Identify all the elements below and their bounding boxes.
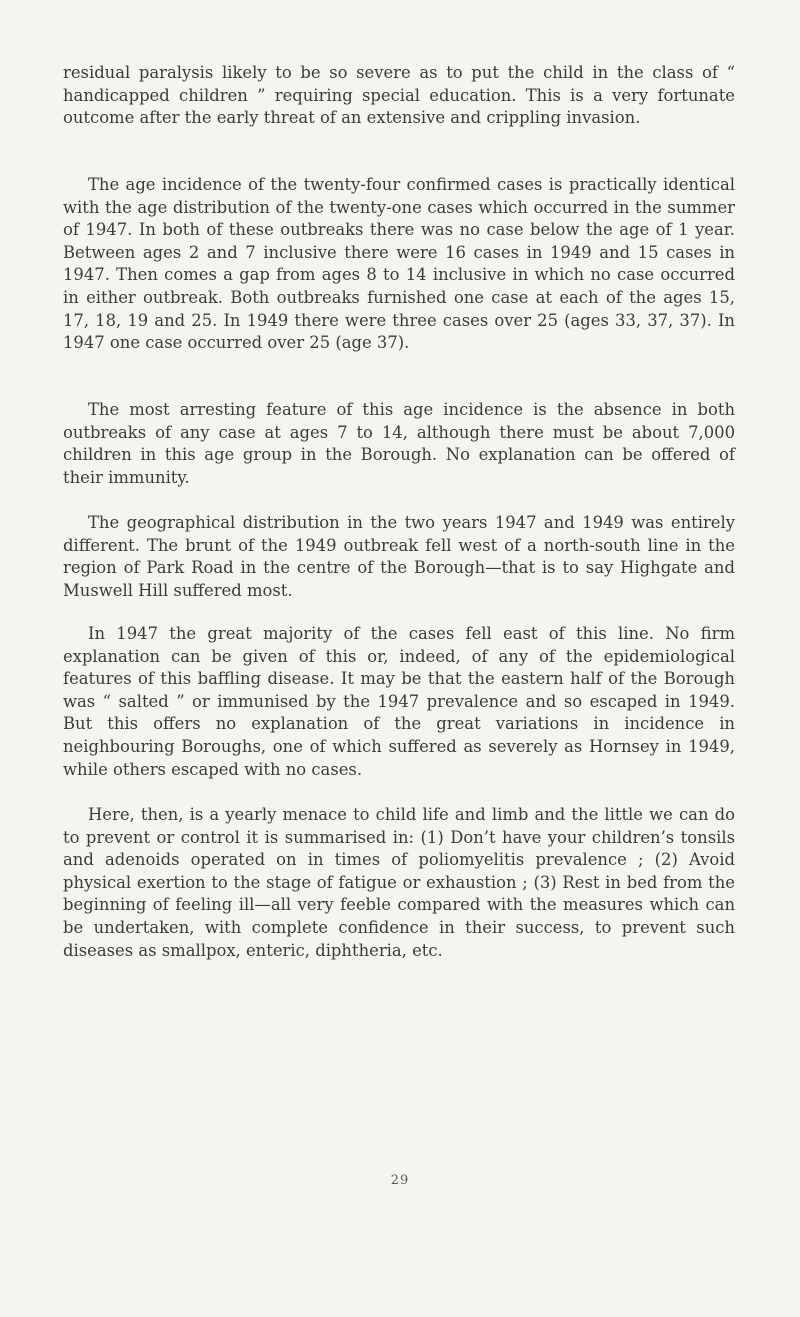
paragraph-arresting-feature: The most arresting feature of this age incidence is the absence in both outbreaks of any case at ages 7 to 14, although there must be about 7,000 children in this age group in the Borough. No explanation can be offered of their immunity. <box>63 400 735 487</box>
paragraph-continuation: residual paralysis likely to be so severe as to put the child in the class of “ handicapped children ” requiring special education. This is a very fortunate outcome after the early threat of an extensive and crippling invasion. <box>63 63 735 128</box>
page-number: 29 <box>390 1173 410 1188</box>
paragraph-geographical-distribution: The geographical distribution in the two years 1947 and 1949 was entirely different. The brunt of the 1949 outbreak fell west of a north-south line in the region of Park Road in the centre of the Borough—that is to say Highgate and Muswell Hill suffered most. <box>63 513 735 600</box>
paragraph-1947-majority: In 1947 the great majority of the cases fell east of this line. No firm explanation can be given of this or, indeed, of any of the epidemiological features of this baffling disease. It may be that the eastern half of the Borough was “ salted ” or immunised by the 1947 prevalence and so escaped in 1949. But this offers no explanation of the great variations in incidence in neighbouring Boroughs, one of which suffered as severely as Hornsey in 1949, while others escaped with no cases. <box>63 624 735 779</box>
paragraph-age-incidence: The age incidence of the twenty-four confirmed cases is practically identical with the age distribution of the twenty-one cases which occurred in the summer of 1947. In both of these outbreaks there was no case below the age of 1 year. Between ages 2 and 7 inclusive there were 16 cases in 1949 and 15 cases in 1947. Then comes a gap from ages 8 to 14 inclusive in which no case occurred in either outbreak. Both outbreaks furnished one case at each of the ages 15, 17, 18, 19 and 25. In 1949 there were three cases over 25 (ages 33, 37, 37). In 1947 one case occurred over 25 (age 37). <box>63 175 735 353</box>
paragraph-yearly-menace: Here, then, is a yearly menace to child life and limb and the little we can do to prevent or control it is summarised in: (1) Don’t have your children’s tonsils and adenoids operated on in times of poliomyelitis prevalence ; (2) Avoid physical exertion to the stage of fatigue or exhaustion ; (3) Rest in bed from the beginning of feeling ill—all very feeble compared with the measures which can be undertaken, with complete confidence in their success, to prevent such diseases as smallpox, enteric, diphtheria, etc. <box>63 805 735 960</box>
